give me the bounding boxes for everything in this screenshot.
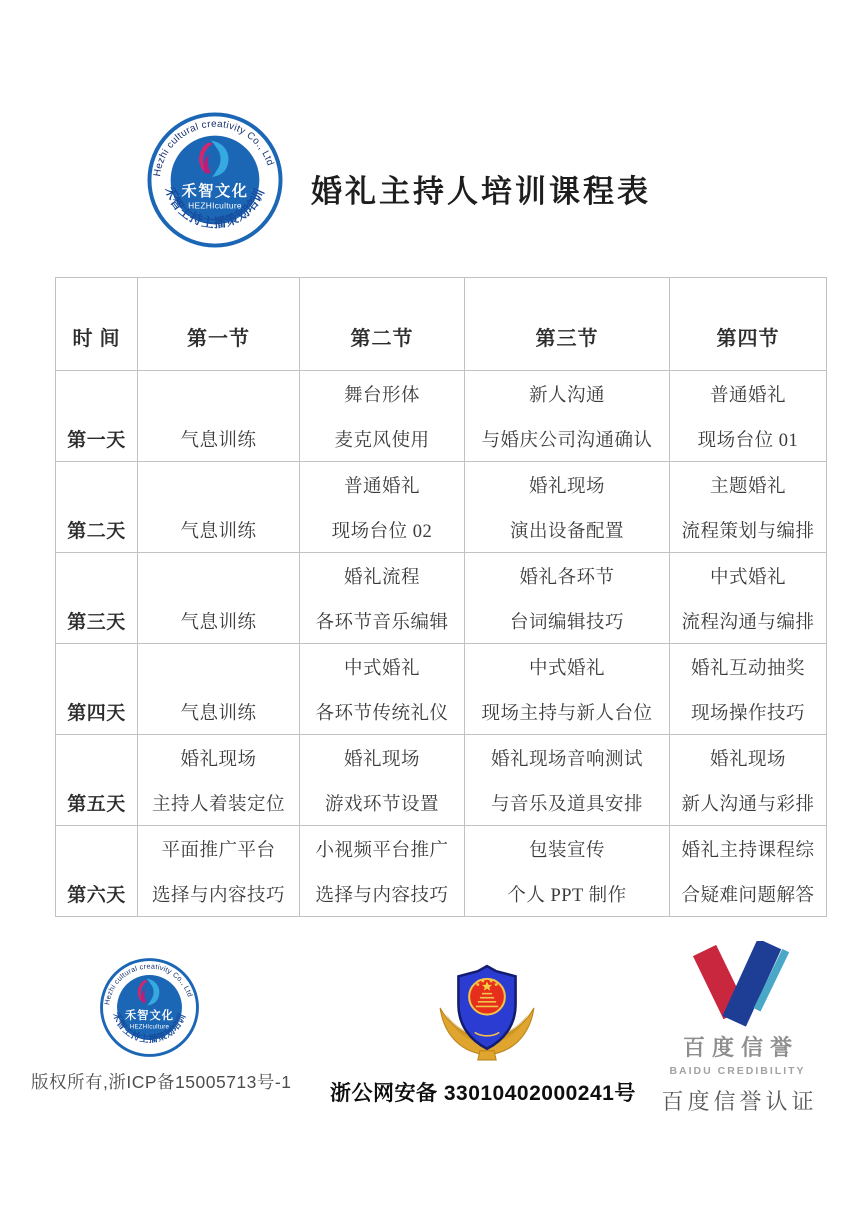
- course-line: 新人沟通: [528, 385, 605, 406]
- course-line: 婚礼现场: [528, 476, 605, 497]
- course-line: 各环节传统礼仪: [315, 703, 449, 724]
- day-cell: [56, 644, 138, 735]
- course-line: 气息训练: [180, 430, 257, 451]
- course-line: 婚礼现场: [180, 749, 257, 770]
- course-line: 小视频平台推广: [315, 840, 449, 861]
- course-line: 麦克风使用: [334, 430, 430, 451]
- page-title: 婚礼主持人培训课程表: [311, 174, 651, 209]
- baidu-credibility-v-icon: [680, 941, 796, 1027]
- course-line: 中式婚礼: [528, 658, 605, 679]
- course-line: 演出设备配置: [509, 521, 624, 542]
- course-cell: [138, 735, 300, 826]
- course-cell: [670, 735, 827, 826]
- column-header-time: 时 间: [56, 278, 138, 371]
- course-line: 现场主持与新人台位: [481, 703, 653, 724]
- day-label: 第一天: [67, 430, 126, 451]
- spacer: [56, 644, 137, 689]
- course-line: 选择与内容技巧: [315, 885, 449, 906]
- course-line: 与婚庆公司沟通确认: [481, 430, 653, 451]
- course-line: 主持人着装定位: [151, 794, 285, 815]
- course-table: [55, 277, 827, 917]
- course-line: [138, 462, 299, 507]
- course-line: 婚礼现场: [709, 749, 786, 770]
- spacer: [56, 553, 137, 598]
- course-cell: [670, 371, 827, 462]
- course-line: 游戏环节设置: [324, 794, 439, 815]
- course-line: 婚礼现场音响测试: [490, 749, 643, 770]
- course-cell: [138, 826, 300, 917]
- course-line: 各环节音乐编辑: [315, 612, 449, 633]
- column-header-session4: 第四节: [670, 278, 827, 371]
- course-line: 与音乐及道具安排: [490, 794, 643, 815]
- course-cell: [138, 462, 300, 553]
- course-cell: [670, 462, 827, 553]
- course-cell: [138, 553, 300, 644]
- day-label: 第三天: [67, 612, 126, 633]
- course-cell: [670, 826, 827, 917]
- day-cell: [56, 553, 138, 644]
- course-line: 新人沟通与彩排: [681, 794, 815, 815]
- course-cell: [465, 462, 670, 553]
- baidu-credibility-en-label: BAIDU CREDIBILITY: [669, 1065, 806, 1077]
- course-line: 婚礼主持课程综: [681, 840, 815, 861]
- course-cell: [300, 735, 465, 826]
- course-line: 流程沟通与编排: [681, 612, 815, 633]
- course-line: 普通婚礼: [343, 476, 420, 497]
- baidu-credibility-cn-label: 百度信誉: [682, 1035, 799, 1060]
- day-cell: [56, 826, 138, 917]
- police-badge-icon: [436, 959, 538, 1065]
- course-line: 中式婚礼: [709, 567, 786, 588]
- course-line: 流程策划与编排: [681, 521, 815, 542]
- course-cell: [300, 371, 465, 462]
- course-line: [138, 644, 299, 689]
- course-line: 中式婚礼: [343, 658, 420, 679]
- course-line: 平面推广平台: [161, 840, 276, 861]
- course-line: [138, 553, 299, 598]
- column-header-session2: 第二节: [300, 278, 465, 371]
- course-line: 主题婚礼: [709, 476, 786, 497]
- course-line: 气息训练: [180, 521, 257, 542]
- course-line: 普通婚礼: [709, 385, 786, 406]
- column-header-session1: 第一节: [138, 278, 300, 371]
- day-label: 第六天: [67, 885, 126, 906]
- course-cell: [465, 371, 670, 462]
- baidu-certification-label: 百度信誉认证: [661, 1089, 818, 1114]
- hezhi-culture-logo-small: [99, 957, 200, 1058]
- course-cell: [300, 826, 465, 917]
- spacer: [56, 826, 137, 871]
- course-cell: [670, 553, 827, 644]
- course-cell: [465, 644, 670, 735]
- spacer: [56, 462, 137, 507]
- day-cell: [56, 371, 138, 462]
- course-line: 现场台位 02: [331, 521, 433, 542]
- course-cell: [300, 644, 465, 735]
- course-line: 个人 PPT 制作: [507, 885, 627, 906]
- baidu-credibility-block: [645, 941, 830, 1116]
- course-line: 气息训练: [180, 612, 257, 633]
- course-line: 包装宣传: [528, 840, 605, 861]
- column-header-session3: 第三节: [465, 278, 670, 371]
- course-cell: [465, 735, 670, 826]
- day-cell: [56, 462, 138, 553]
- day-cell: [56, 735, 138, 826]
- course-cell: [138, 371, 300, 462]
- course-line: 婚礼互动抽奖: [690, 658, 805, 679]
- course-line: [138, 371, 299, 416]
- course-line: 婚礼流程: [343, 567, 420, 588]
- course-line: 合疑难问题解答: [681, 885, 815, 906]
- course-line: 台词编辑技巧: [509, 612, 624, 633]
- course-cell: [465, 553, 670, 644]
- course-cell: [465, 826, 670, 917]
- course-line: 舞台形体: [343, 385, 420, 406]
- course-line: 婚礼现场: [343, 749, 420, 770]
- course-cell: [300, 462, 465, 553]
- hezhi-culture-logo: [146, 111, 284, 249]
- course-cell: [670, 644, 827, 735]
- beian-number-text: 浙公网安备 33010402000241号: [330, 1082, 636, 1105]
- course-line: 现场台位 01: [697, 430, 799, 451]
- course-cell: [300, 553, 465, 644]
- copyright-text: 版权所有,浙ICP备15005713号-1: [31, 1072, 292, 1092]
- spacer: [56, 735, 137, 780]
- course-line: 婚礼各环节: [519, 567, 615, 588]
- spacer: [56, 371, 137, 416]
- day-label: 第五天: [67, 794, 126, 815]
- course-line: 气息训练: [180, 703, 257, 724]
- day-label: 第四天: [67, 703, 126, 724]
- course-line: 选择与内容技巧: [151, 885, 285, 906]
- day-label: 第二天: [67, 521, 126, 542]
- course-line: 现场操作技巧: [690, 703, 805, 724]
- course-cell: [138, 644, 300, 735]
